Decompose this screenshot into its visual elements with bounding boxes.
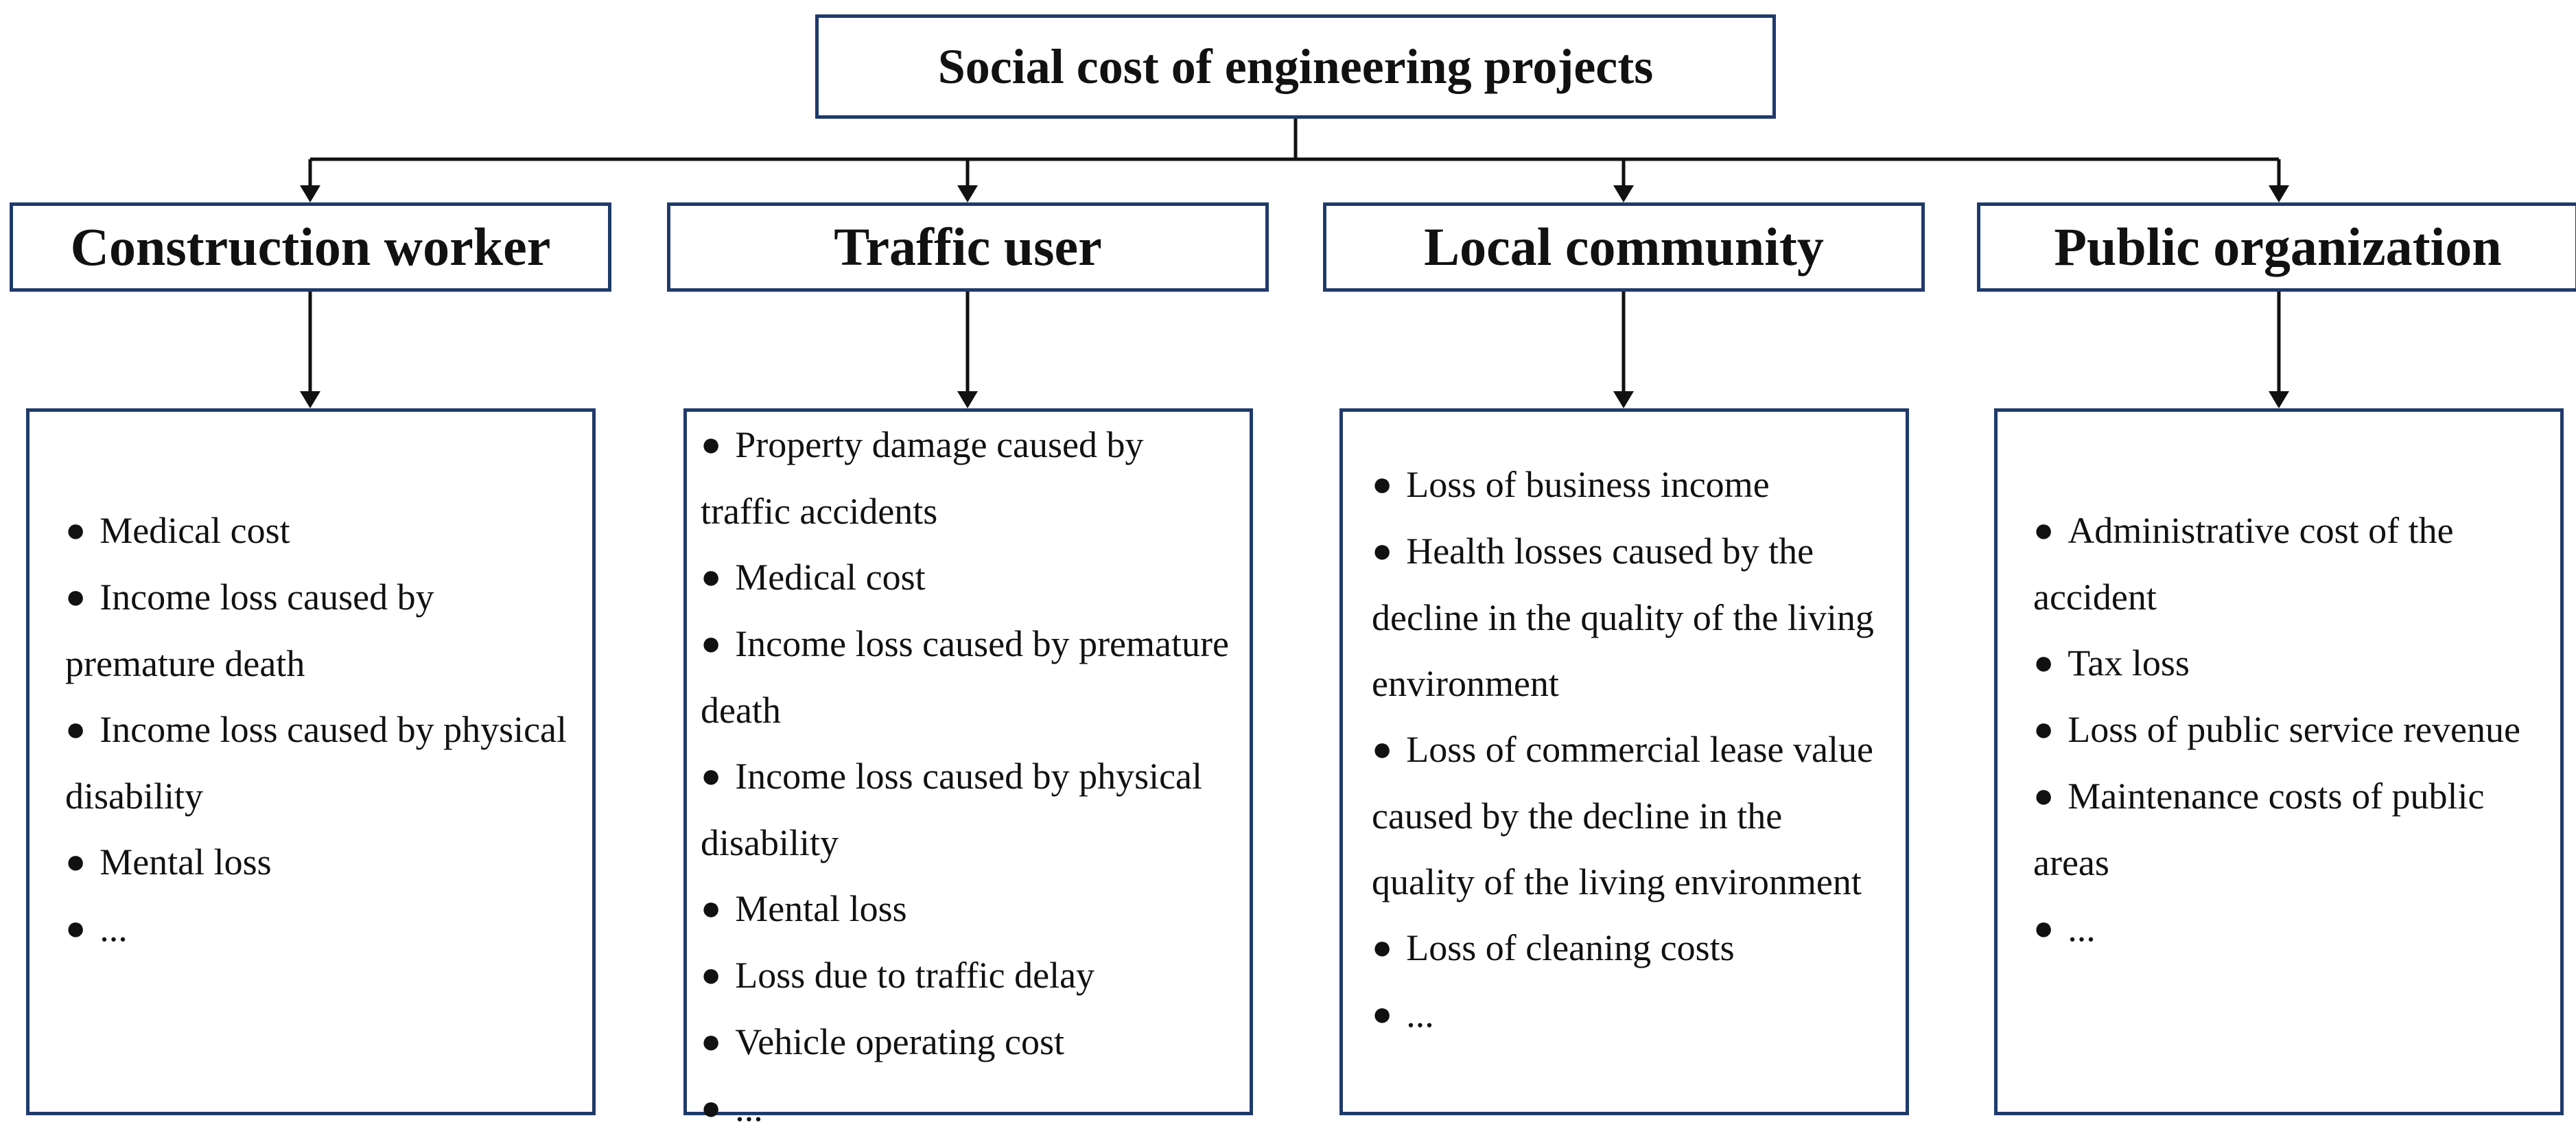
root-node	[815, 14, 1776, 119]
items-box-construction-worker	[26, 408, 596, 1115]
list-item: ● Administrative cost of the accident	[2033, 498, 2543, 630]
list-item: ● Income loss caused by physical disability	[701, 743, 1236, 876]
list-item: ● Loss of public service revenue	[2033, 697, 2543, 763]
list-item: ● Mental loss	[701, 876, 1236, 942]
list-item: ● Mental loss	[65, 829, 575, 896]
item-list-local-community	[1372, 452, 1888, 1048]
category-title: Public organization	[2054, 217, 2502, 277]
category-traffic-user	[667, 202, 1269, 292]
list-item: ● Medical cost	[65, 498, 575, 564]
list-item: ● Loss of cleaning costs	[1372, 915, 1888, 981]
list-item: ● Health losses caused by the decline in the quality of the living environment	[1372, 518, 1888, 716]
list-item: ● ...	[2033, 896, 2543, 962]
list-item: ● Income loss caused by physical disability	[65, 697, 575, 829]
list-item: ● ...	[1372, 981, 1888, 1048]
list-item: ● Loss of commercial lease value caused by the decline in the quality of the living environment	[1372, 716, 1888, 915]
category-construction-worker	[10, 202, 611, 292]
list-item: ● ...	[701, 1075, 1236, 1142]
list-item: ● Income loss caused by premature death	[65, 564, 575, 697]
items-box-local-community	[1339, 408, 1909, 1115]
category-local-community	[1323, 202, 1925, 292]
list-item: ● Maintenance costs of public areas	[2033, 763, 2543, 896]
items-box-public-organization	[1994, 408, 2564, 1115]
category-title: Construction worker	[70, 217, 551, 277]
root-title: Social cost of engineering projects	[937, 38, 1654, 94]
list-item: ● ...	[65, 896, 575, 962]
list-item: ● Property damage caused by traffic accidents	[701, 412, 1236, 544]
category-public-organization	[1977, 202, 2576, 292]
item-list-public-organization	[2033, 498, 2543, 962]
list-item: ● Vehicle operating cost	[701, 1009, 1236, 1075]
items-box-traffic-user	[683, 408, 1253, 1129]
list-item: ● Tax loss	[2033, 630, 2543, 697]
item-list-traffic-user	[701, 412, 1236, 1142]
list-item: ● Loss of business income	[1372, 452, 1888, 518]
item-list-construction-worker	[65, 498, 575, 962]
list-item: ● Medical cost	[701, 544, 1236, 611]
category-title: Traffic user	[834, 217, 1102, 277]
list-item: ● Income loss caused by premature death	[701, 611, 1236, 743]
list-item: ● Loss due to traffic delay	[701, 942, 1236, 1009]
category-title: Local community	[1424, 217, 1824, 277]
